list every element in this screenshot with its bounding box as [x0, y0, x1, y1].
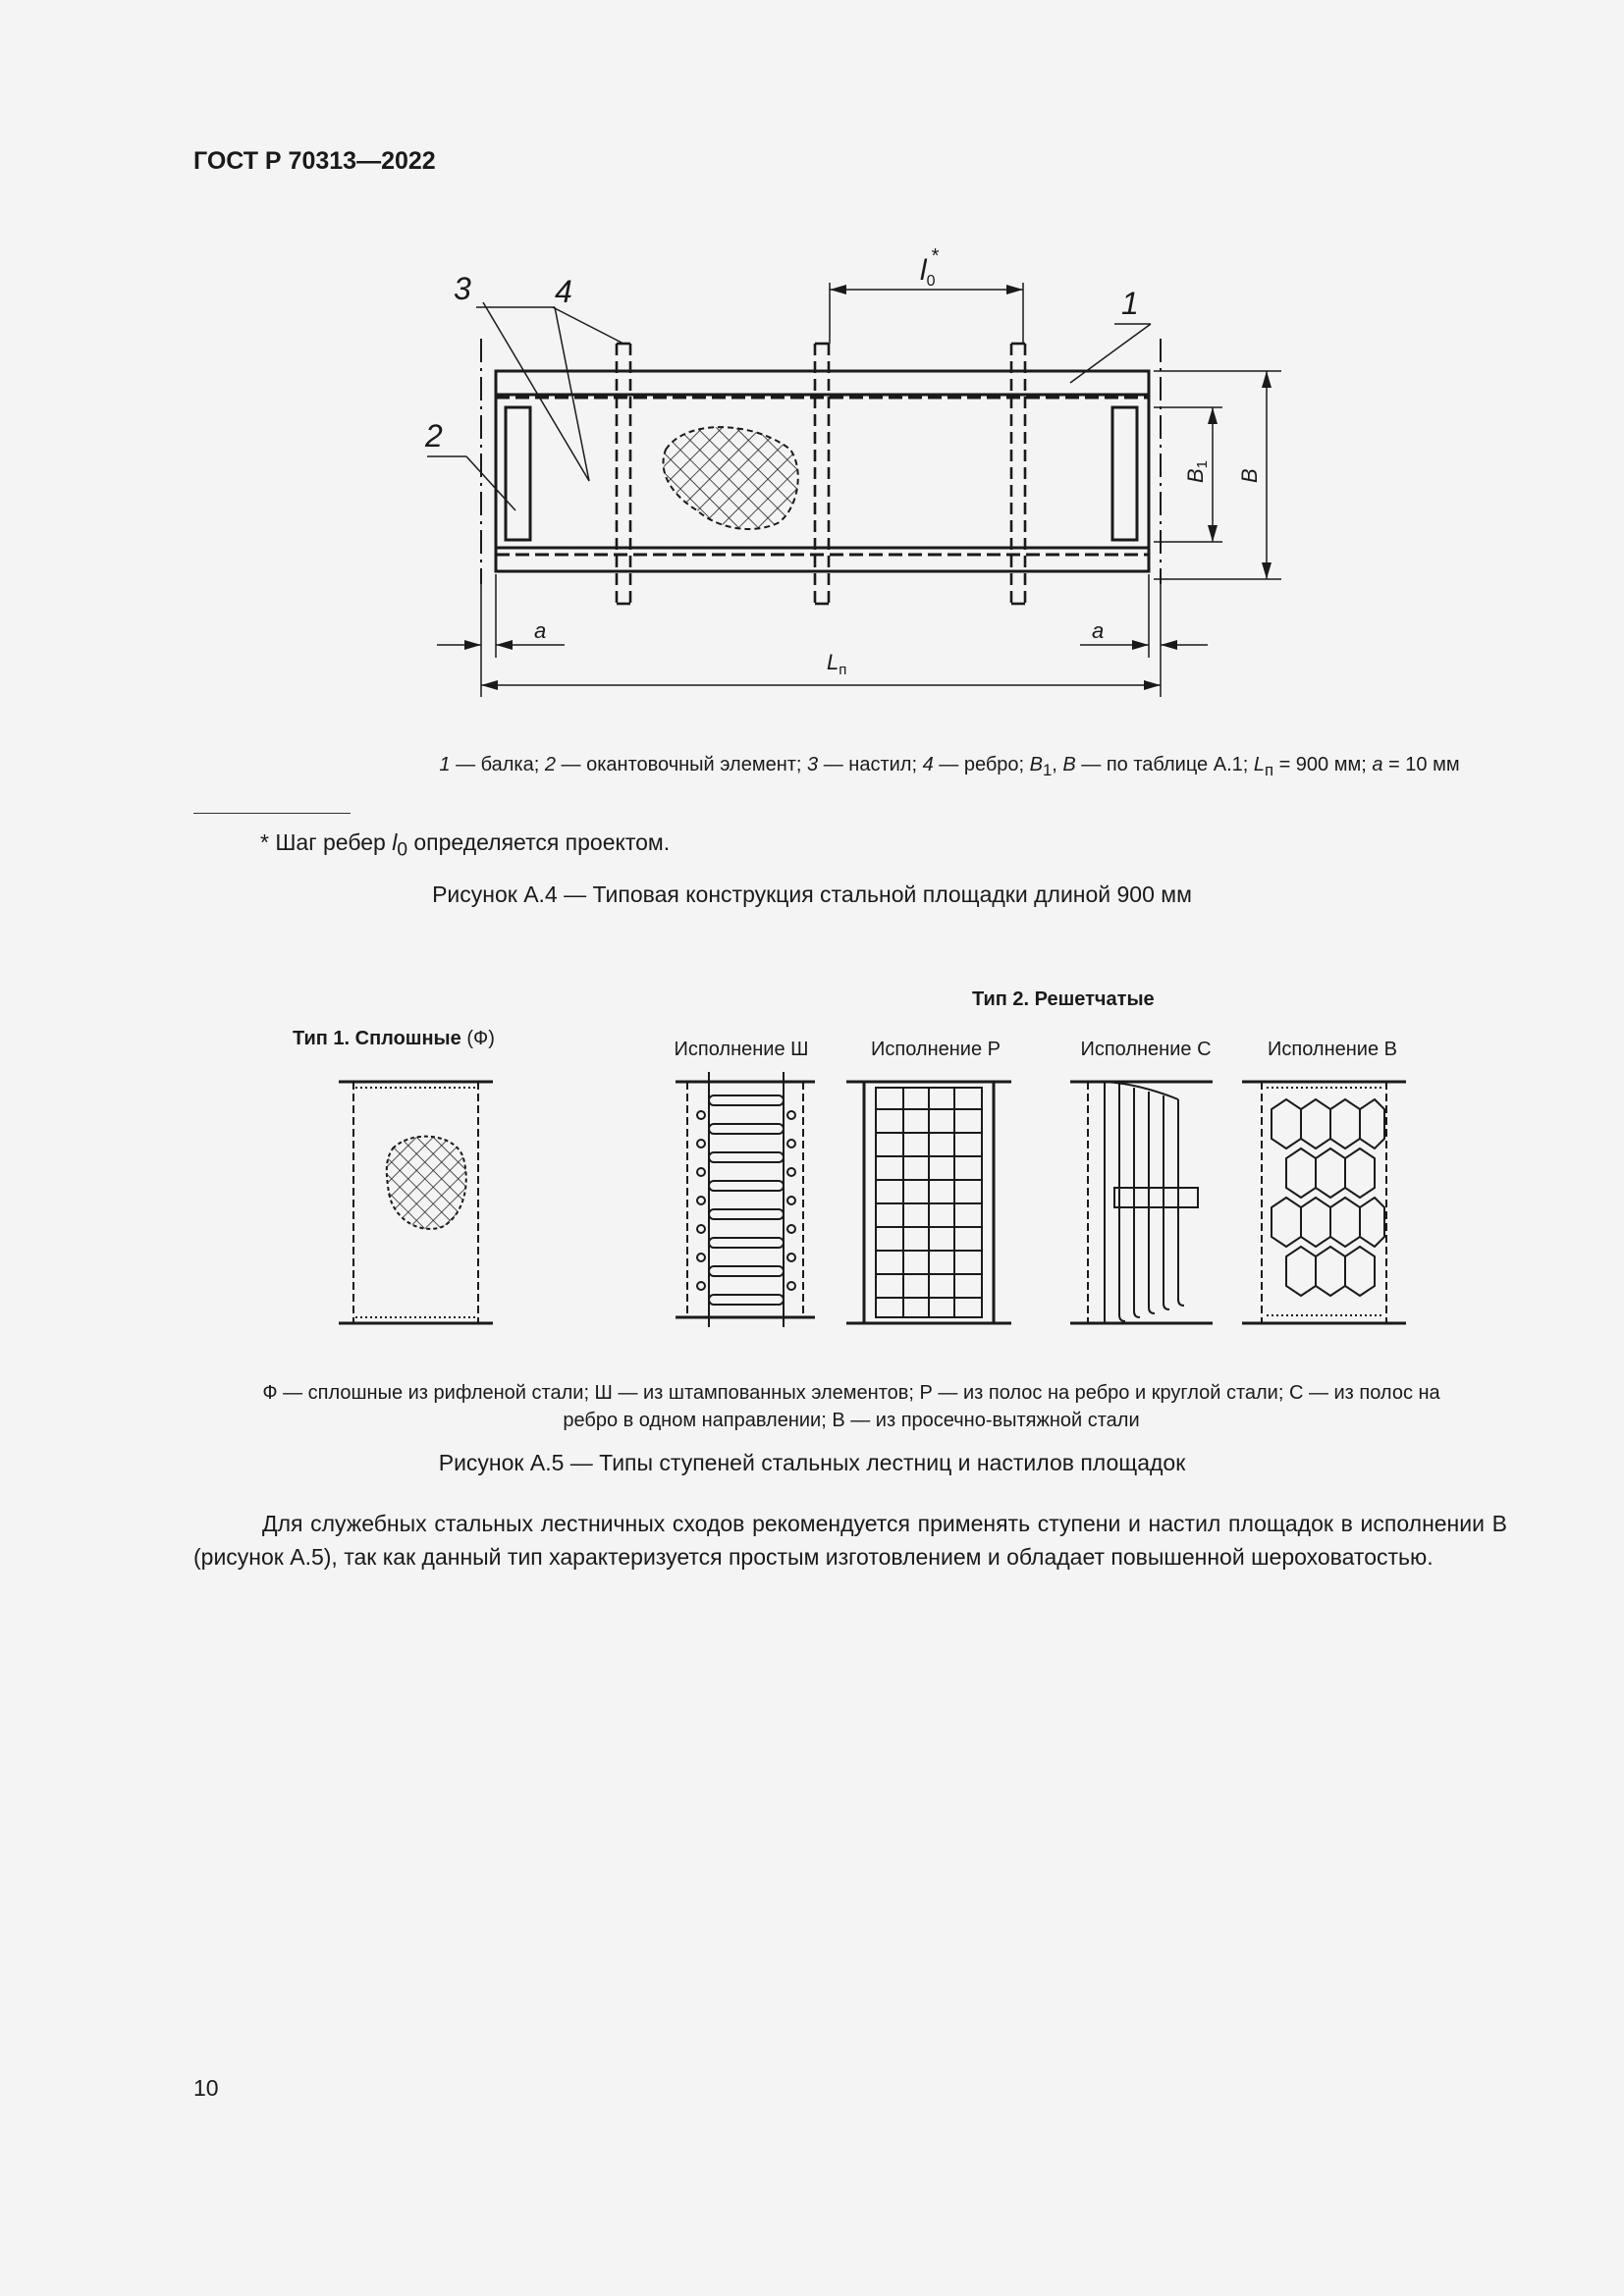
footnote: * Шаг ребер $l_0$ определяется проектом. — [260, 829, 671, 861]
callout-4: 4 — [555, 274, 572, 309]
variant-v-label: Исполнение В — [1268, 1039, 1397, 1060]
variant-v-mesh — [1272, 1099, 1384, 1296]
page-number: 10 — [193, 2075, 219, 2101]
dim-b1: B1 — [1183, 459, 1211, 483]
figure-a5-drawings — [0, 1070, 1624, 1345]
callout-1: 1 — [1121, 286, 1139, 321]
dim-a-left: a — [534, 618, 547, 643]
figure-a4-drawing — [0, 236, 1624, 707]
type2-heading: Тип 2. Решетчатые — [972, 988, 1155, 1010]
body-paragraph: Для служебных стальных лестничных сходов рекомендуется применять ступени и настил площадок в исполнении В (рисунок А.5), так как данный тип характеризуется простым изготовлением и обладает повышенной шероховатостью. — [193, 1511, 1507, 1570]
variant-s-label: Исполнение С — [1080, 1039, 1212, 1060]
figure-a4-caption: Рисунок А.4 — Типовая конструкция стальной площадки длиной 900 мм — [432, 881, 1192, 907]
document-header: ГОСТ Р 70313—2022 — [193, 147, 436, 175]
callout-2: 2 — [425, 418, 443, 454]
dim-a-right: a — [1092, 618, 1105, 643]
variant-sh-slots — [697, 1095, 795, 1305]
figure-a5-legend-line1: Ф — сплошные из рифленой стали; Ш — из штампованных элементов; Р — из полос на ребро и круглой стали; С — из полос на — [262, 1382, 1440, 1404]
dim-l0: $l_0*$ — [920, 245, 940, 290]
figure-a5-legend — [193, 1379, 1509, 1434]
variant-r-label: Исполнение Р — [871, 1039, 1001, 1060]
type1-heading: Тип 1. Сплошные (Ф) — [293, 1028, 495, 1049]
dim-b: B — [1237, 468, 1262, 483]
figure-a4-legend: 1 — балка; 2 — окантовочный элемент; 3 — настил; 4 — ребро; $B_1$, B — по таблице А.1; $L_п = 900$ мм; a = 10 мм — [439, 754, 1460, 779]
figure-a5-caption: Рисунок А.5 — Типы ступеней стальных лестниц и настилов площадок — [438, 1450, 1186, 1475]
figure-a5-legend-line2: ребро в одном направлении; В — из просечно-вытяжной стали — [563, 1410, 1140, 1431]
footnote-rule — [193, 813, 351, 814]
variant-sh-label: Исполнение Ш — [674, 1039, 809, 1060]
dim-ln: $L_п$ — [827, 650, 847, 678]
callout-3: 3 — [454, 271, 471, 306]
